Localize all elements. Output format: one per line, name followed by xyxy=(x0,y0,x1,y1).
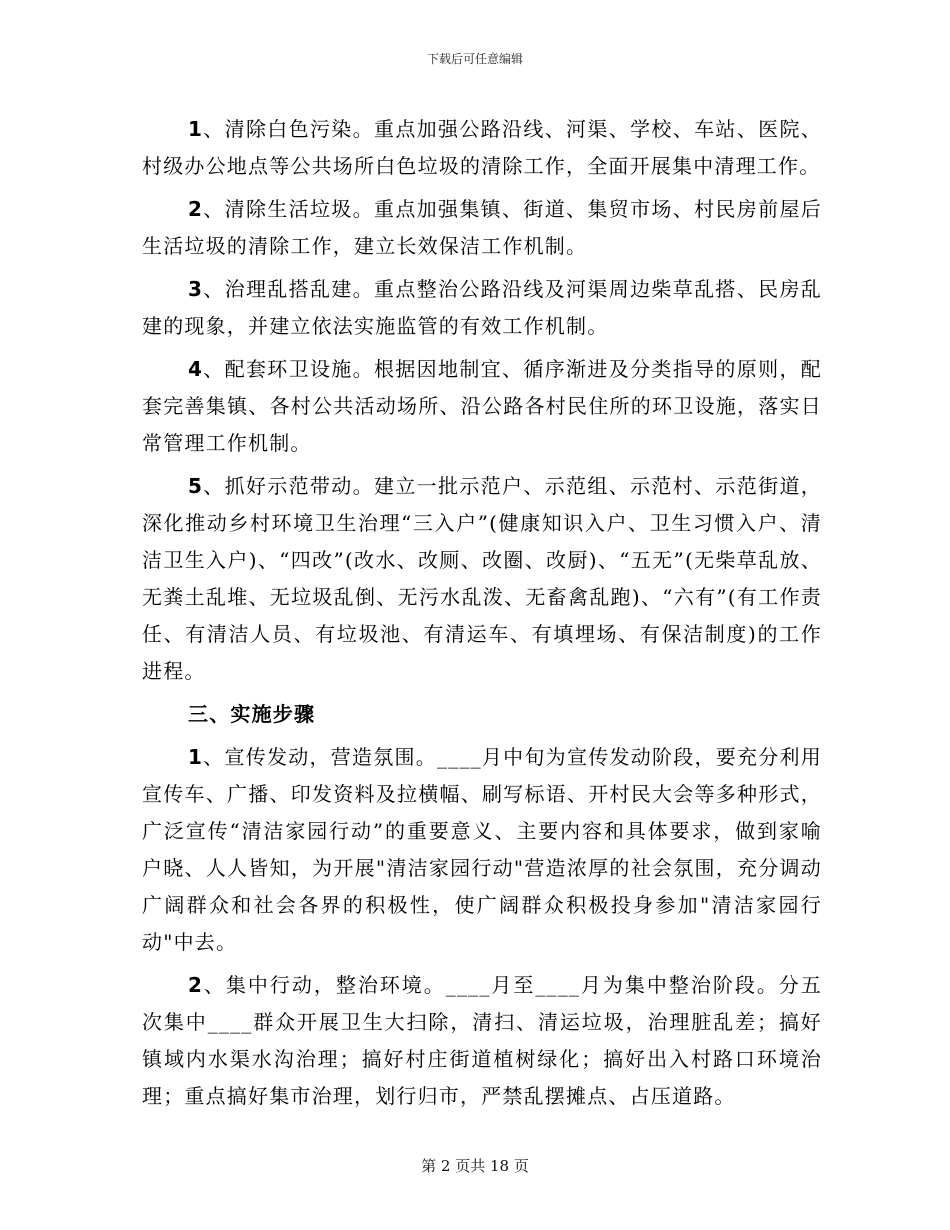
item-number: 2 xyxy=(188,197,204,221)
item-text: 、清除白色污染。重点加强公路沿线、河渠、学校、车站、医院、村级办公地点等公共场所白色垃圾的清除工作，全面开展集中清理工作。 xyxy=(142,117,822,178)
item-number: 2 xyxy=(188,973,204,997)
document-body xyxy=(142,111,822,1121)
item-text: 、宣传发动，营造氛围。____月中旬为宣传发动阶段，要充分利用宣传车、广播、印发资料及拉横幅、刷写标语、开村民大会等多种形式，广泛宣传“清洁家园行动”的重要意义、主要内容和具体要求，做到家喻户晓、人人皆知，为开展"清洁家园行动"营造浓厚的社会氛围，充分调动广阔群众和社会各界的积极性，使广阔群众积极投身参加"清洁家园行动"中去。 xyxy=(142,745,822,954)
list-item xyxy=(142,468,822,690)
list-item xyxy=(142,967,822,1115)
list-item xyxy=(142,739,822,961)
item-number: 3 xyxy=(188,277,204,301)
item-text: 、清除生活垃圾。重点加强集镇、街道、集贸市场、村民房前屋后生活垃圾的清除工作，建立长效保洁工作机制。 xyxy=(142,197,822,258)
list-item xyxy=(142,351,822,462)
item-text: 、治理乱搭乱建。重点整治公路沿线及河渠周边柴草乱搭、民房乱建的现象，并建立依法实施监管的有效工作机制。 xyxy=(142,277,822,338)
item-number: 4 xyxy=(188,357,204,381)
header-note: 下载后可任意编辑 xyxy=(426,52,523,66)
item-number: 1 xyxy=(188,117,204,141)
list-item xyxy=(142,111,822,185)
item-text: 、抓好示范带动。建立一批示范户、示范组、示范村、示范街道，深化推动乡村环境卫生治理“三入户”(健康知识入户、卫生习惯入户、清洁卫生入户)、“四改”(改水、改厕、改圈、改厨)、“五无”(无柴草乱放、无粪土乱堆、无垃圾乱倒、无污水乱泼、无畜禽乱跑)、“六有”(有工作责任、有清洁人员、有垃圾池、有清运车、有填埋场、有保洁制度)的工作进程。 xyxy=(142,474,822,683)
item-text: 、配套环卫设施。根据因地制宜、循序渐进及分类指导的原则，配套完善集镇、各村公共活动场所、沿公路各村民住所的环卫设施，落实日常管理工作机制。 xyxy=(142,357,822,455)
item-number: 1 xyxy=(188,745,204,769)
page-number: 第 2 页共 18 页 xyxy=(421,1157,529,1175)
item-number: 5 xyxy=(188,474,204,498)
item-text: 、集中行动，整治环境。____月至____月为集中整治阶段。分五次集中____群众开展卫生大扫除，清扫、清运垃圾，治理脏乱差；搞好镇域内水渠水沟治理；搞好村庄街道植树绿化；搞好出入村路口环境治理；重点搞好集市治理，划行归市，严禁乱摆摊点、占压道路。 xyxy=(142,973,822,1108)
list-item xyxy=(142,191,822,265)
list-item xyxy=(142,271,822,345)
section-heading: 三、实施步骤 xyxy=(188,702,316,726)
